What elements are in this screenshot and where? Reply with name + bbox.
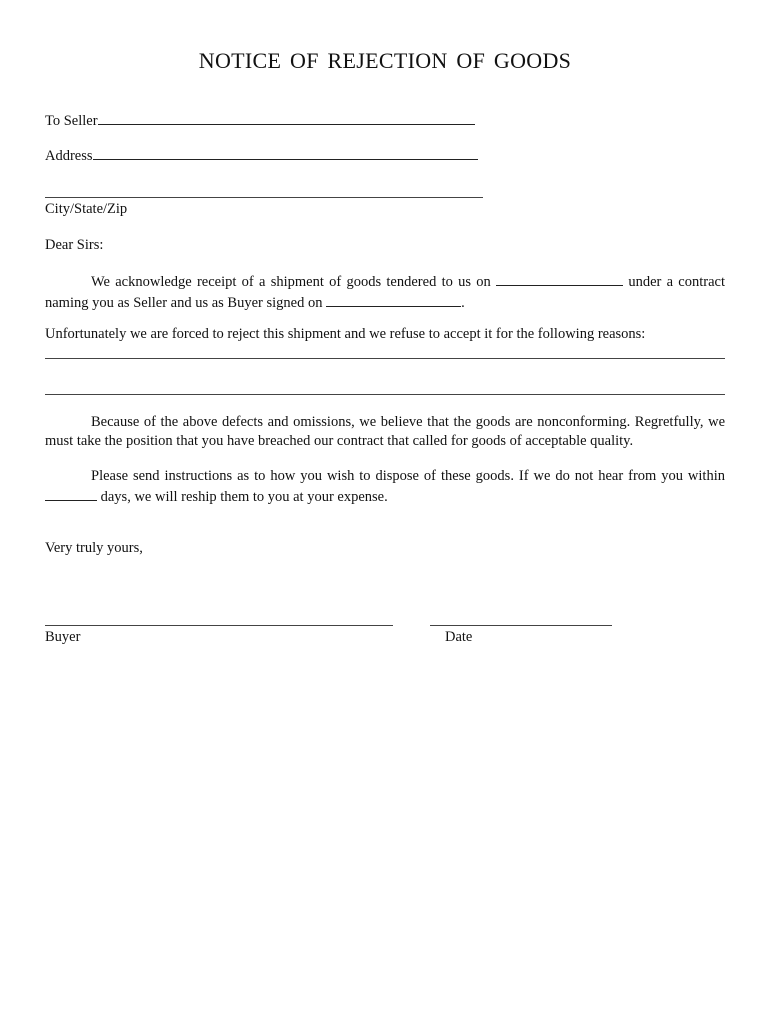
closing: Very truly yours, [45,540,143,556]
document-title: NOTICE OF REJECTION OF GOODS [198,48,572,73]
to-seller-label: To Seller [45,113,98,129]
buyer-label: Buyer [45,629,81,645]
reason-line-2[interactable] [45,394,725,395]
instructions-text-2: days, we will reship them to you at your expense. [100,488,388,505]
reason-line-1[interactable] [45,358,725,359]
instructions-paragraph [45,467,725,506]
city-state-zip-label: City/State/Zip [45,201,128,217]
nonconforming-paragraph [45,413,725,450]
acknowledgement-text-1: We acknowledge receipt of a shipment of goods tendered to us on [91,274,491,290]
receipt-date-field[interactable] [496,271,623,286]
instructions-text-1: Please send instructions as to how you wish to dispose of these goods. If we do not hear from you within [91,468,725,484]
nonconforming-text: Because of the above defects and omissions, we believe that the goods are nonconforming. Regretfully, we must take the position that you have breached our contract that called for goods of acceptable quality. [45,414,725,449]
date-signature-line[interactable] [430,625,612,626]
acknowledgement-text-3: . [461,294,465,311]
address-field[interactable] [93,145,478,160]
address-row [45,145,478,165]
acknowledgement-text-2: under a contract naming you as Seller and us as Buyer signed on [45,274,725,311]
to-seller-field[interactable] [98,110,475,125]
contract-date-field[interactable] [326,292,461,307]
city-state-zip-field[interactable] [45,197,483,198]
address-label: Address [45,148,93,164]
date-label: Date [445,629,473,645]
acknowledgement-paragraph [45,271,725,312]
greeting: Dear Sirs: [45,237,104,253]
to-seller-row [45,110,475,130]
days-field[interactable] [45,486,97,501]
rejection-statement: Unfortunately we are forced to reject this shipment and we refuse to accept it for the following reasons: [45,326,646,342]
buyer-signature-line[interactable] [45,625,393,626]
